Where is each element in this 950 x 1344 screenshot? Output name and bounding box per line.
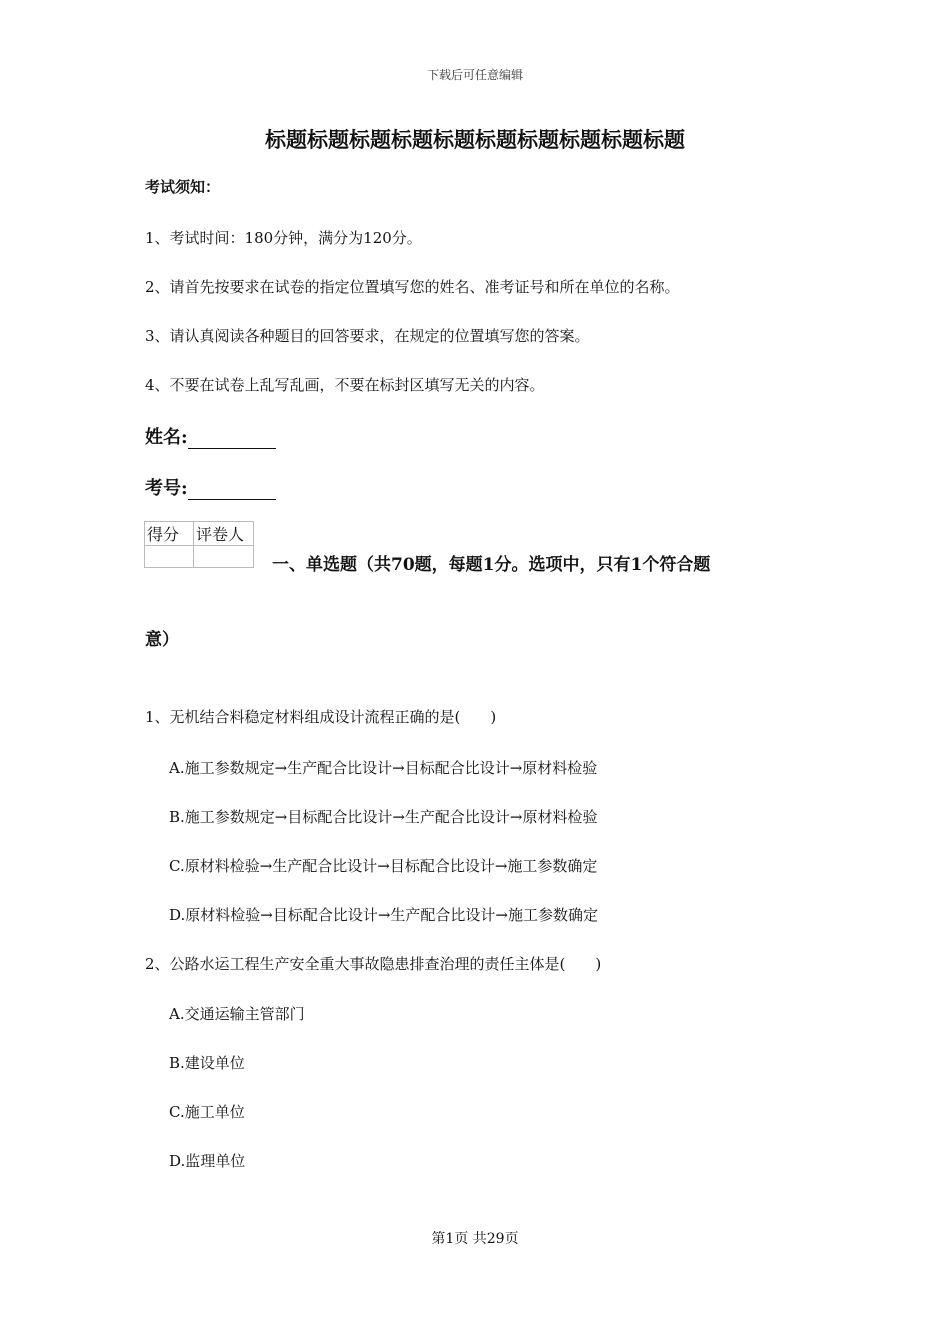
question-option: A.施工参数规定→生产配合比设计→目标配合比设计→原材料检验 [169, 759, 598, 777]
grader-header: 评卷人 [194, 522, 254, 546]
name-field [145, 423, 276, 449]
question-stem: 2、公路水运工程生产安全重大事故隐患排查治理的责任主体是( ) [145, 955, 602, 973]
score-header: 得分 [145, 522, 194, 546]
question-option: D.监理单位 [169, 1152, 246, 1170]
notice-heading: 考试须知： [145, 178, 221, 196]
header-note: 下载后可任意编辑 [426, 68, 523, 82]
question-option: A.交通运输主管部门 [169, 1005, 305, 1023]
score-table [144, 521, 254, 568]
notice-item: 2、请首先按要求在试卷的指定位置填写您的姓名、准考证号和所在单位的名称。 [145, 278, 680, 296]
document-title: 标题标题标题标题标题标题标题标题标题标题 [265, 127, 685, 152]
exam-no-label: 考号: [145, 478, 188, 499]
question-stem: 1、无机结合料稳定材料组成设计流程正确的是( ) [145, 708, 497, 726]
notice-item: 1、考试时间：180分钟，满分为120分。 [145, 229, 422, 247]
exam-no-field [145, 474, 276, 500]
notice-item: 4、不要在试卷上乱写乱画，不要在标封区填写无关的内容。 [145, 376, 545, 394]
page-footer: 第1页 共29页 [431, 1231, 519, 1247]
question-option: C.施工单位 [169, 1103, 245, 1121]
name-label: 姓名: [145, 427, 188, 448]
section-title: 一、单选题（共70题，每题1分。选项中，只有1个符合题 [272, 555, 711, 575]
question-option: B.建设单位 [169, 1054, 245, 1072]
question-option: D.原材料检验→目标配合比设计→生产配合比设计→施工参数确定 [169, 906, 598, 924]
score-cell [145, 546, 194, 568]
question-option: B.施工参数规定→目标配合比设计→生产配合比设计→原材料检验 [169, 808, 598, 826]
section-title-cont: 意） [145, 630, 179, 650]
notice-item: 3、请认真阅读各种题目的回答要求，在规定的位置填写您的答案。 [145, 327, 590, 345]
exam-no-blank [188, 481, 276, 500]
question-option: C.原材料检验→生产配合比设计→目标配合比设计→施工参数确定 [169, 857, 598, 875]
grader-cell [194, 546, 254, 568]
name-blank [188, 430, 276, 449]
